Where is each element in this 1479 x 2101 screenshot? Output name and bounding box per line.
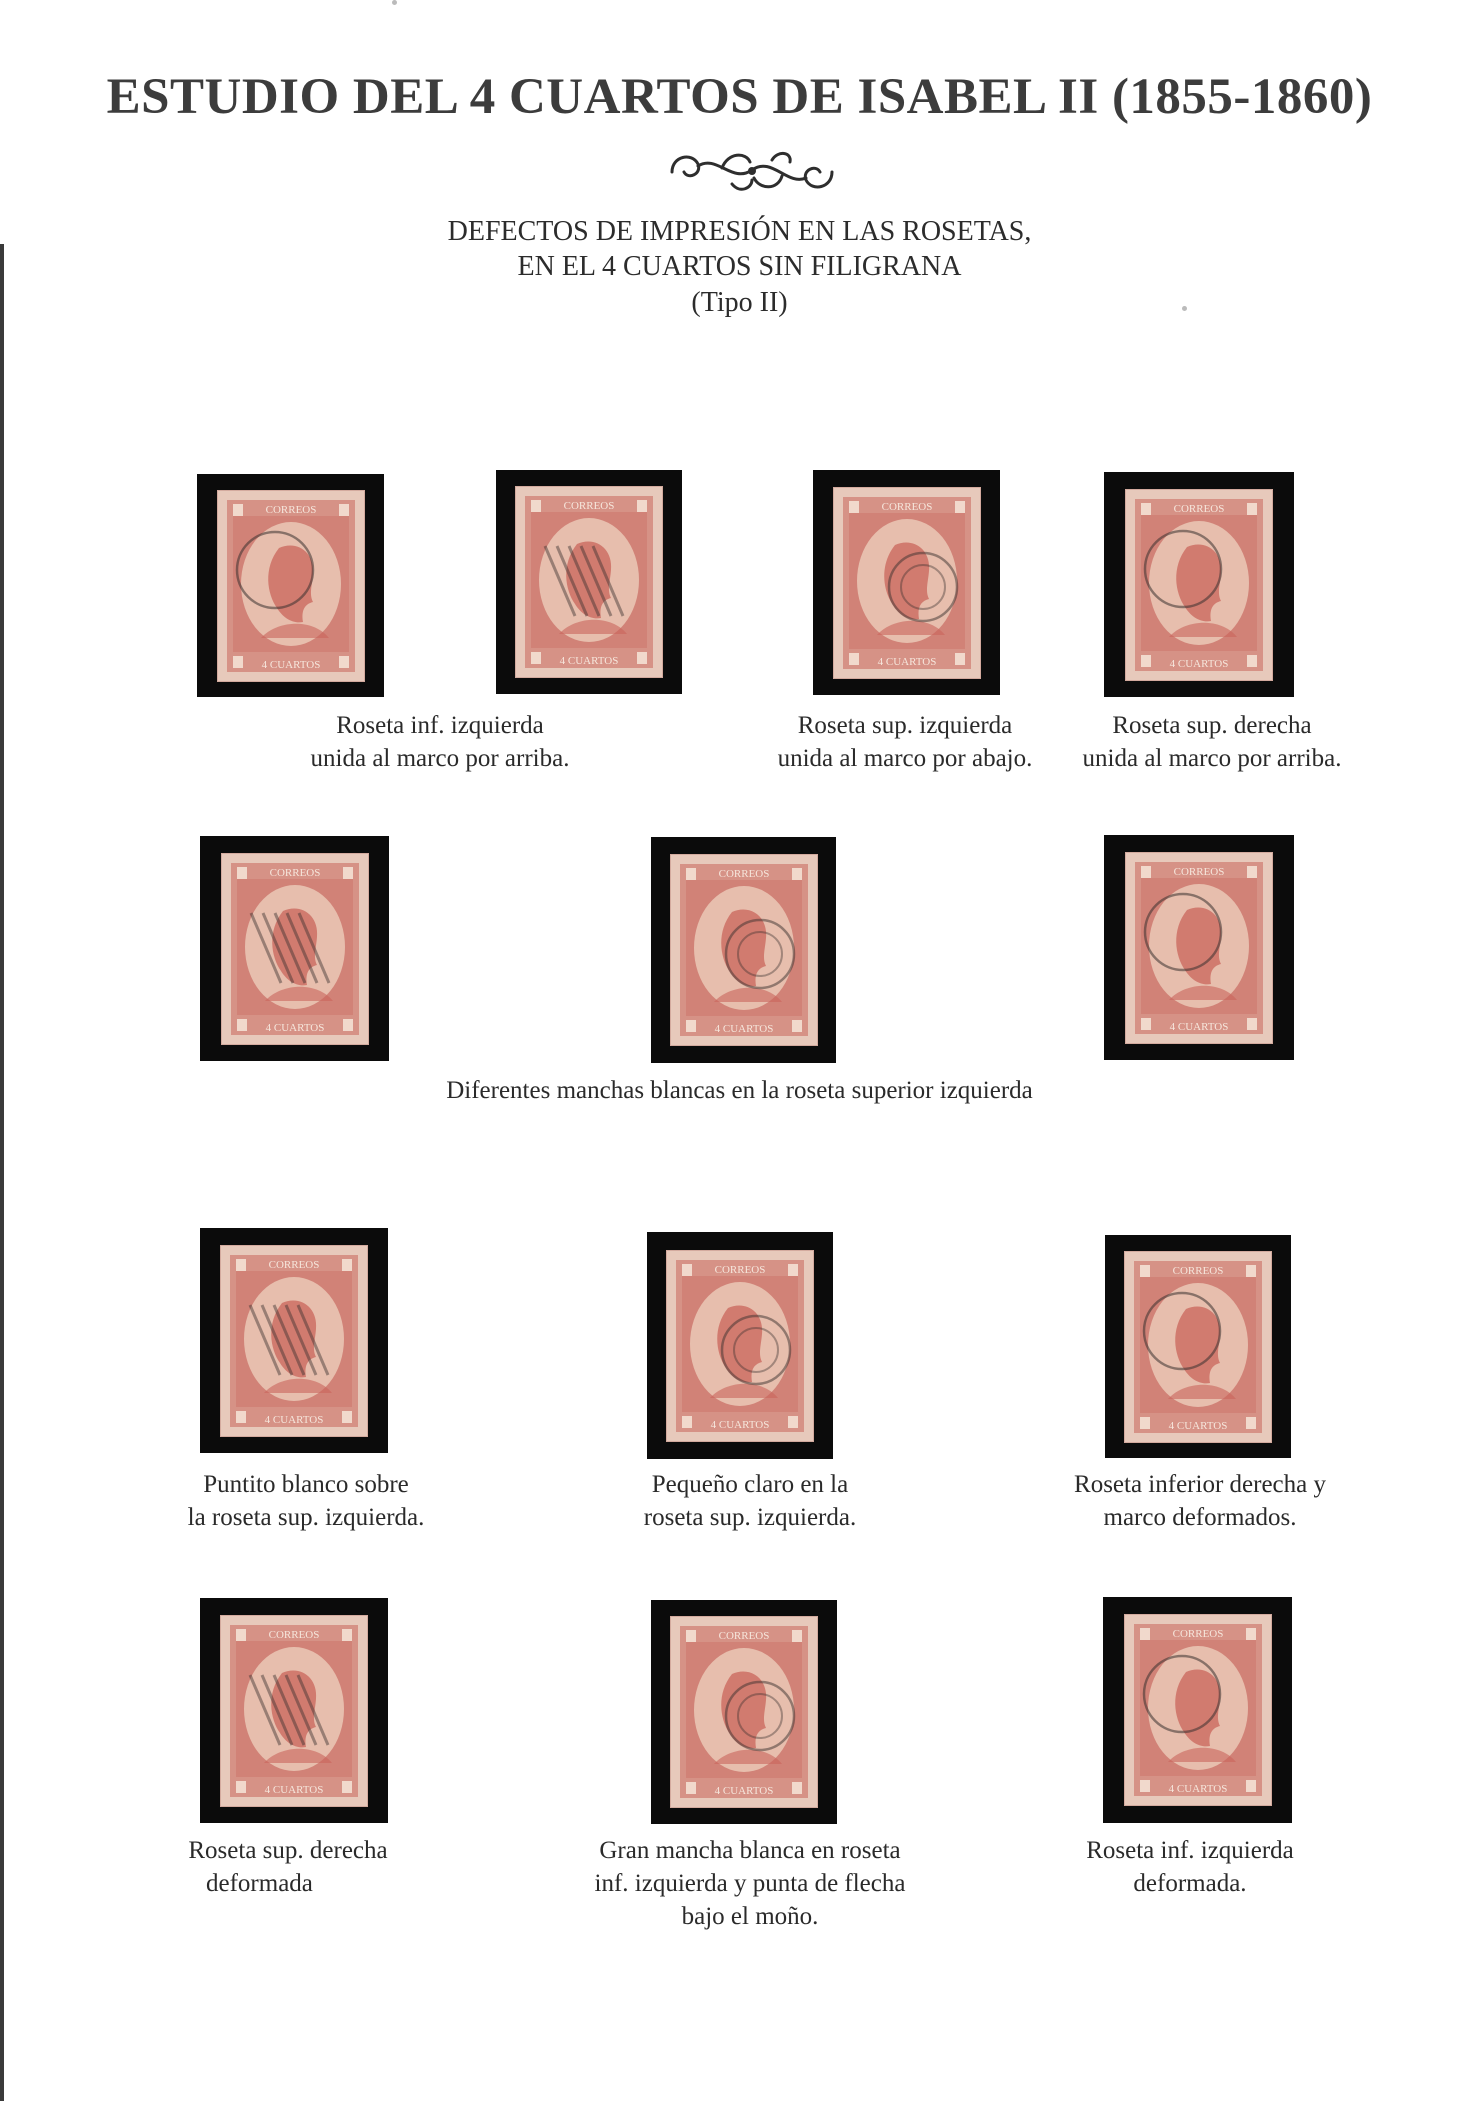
stamp-bottom-text: 4 CUARTOS bbox=[559, 655, 619, 667]
stamp-bottom-text: 4 CUARTOS bbox=[1168, 1783, 1227, 1795]
stamp-mount bbox=[496, 470, 682, 694]
stamp-top-text: CORREOS bbox=[718, 1630, 770, 1642]
stamp-top-text: CORREOS bbox=[1173, 865, 1225, 878]
stamp-mount bbox=[1104, 472, 1294, 697]
caption-row4-1: Roseta sup. derecha deformada bbox=[188, 1837, 388, 1897]
subtitle-line: DEFECTOS DE IMPRESIÓN EN LAS ROSETAS, bbox=[447, 216, 1032, 247]
roseta bbox=[686, 1782, 696, 1794]
stamp bbox=[515, 486, 663, 678]
roseta bbox=[1140, 1628, 1150, 1640]
stamp bbox=[666, 1250, 814, 1442]
roseta bbox=[637, 652, 647, 664]
roseta bbox=[531, 652, 541, 664]
stamp bbox=[1124, 1251, 1272, 1443]
roseta bbox=[233, 656, 243, 668]
roseta bbox=[1141, 655, 1151, 667]
stamp-mount bbox=[1103, 1597, 1292, 1823]
stamp-top-text: CORREOS bbox=[714, 1263, 766, 1276]
stamp bbox=[217, 490, 365, 682]
roseta bbox=[792, 1630, 802, 1642]
stamp-design bbox=[670, 1616, 818, 1808]
stamp-top-text: CORREOS bbox=[718, 868, 769, 880]
caption-row3-1: Puntito blanco sobre la roseta sup. izquierda. bbox=[187, 1471, 425, 1531]
subtitle-line: EN EL 4 CUARTOS SIN FILIGRANA bbox=[517, 251, 962, 282]
stamp-design bbox=[217, 490, 365, 682]
stamp-design bbox=[220, 1245, 368, 1437]
stamp bbox=[1125, 852, 1273, 1044]
stamp-top-text: CORREOS bbox=[563, 500, 615, 512]
stamp-design bbox=[221, 853, 369, 1045]
stamp-mount bbox=[651, 837, 836, 1063]
roseta bbox=[236, 1411, 246, 1423]
roseta bbox=[792, 1782, 802, 1794]
stamp-mount bbox=[651, 1600, 837, 1824]
roseta bbox=[1247, 655, 1257, 667]
stamp-top-text: CORREOS bbox=[881, 500, 932, 513]
scan-edge bbox=[0, 244, 4, 2101]
stamp-top-text: CORREOS bbox=[1172, 1264, 1224, 1277]
roseta bbox=[686, 1020, 696, 1032]
roseta bbox=[236, 1259, 246, 1271]
roseta bbox=[955, 653, 965, 665]
stamp bbox=[670, 854, 818, 1046]
stamp bbox=[1125, 489, 1273, 681]
roseta bbox=[342, 1411, 352, 1423]
stamp-bottom-text: 4 CUARTOS bbox=[1169, 657, 1229, 670]
roseta bbox=[1140, 1417, 1150, 1429]
roseta bbox=[342, 1781, 352, 1793]
stamp-design bbox=[1125, 489, 1273, 681]
roseta bbox=[1246, 1780, 1256, 1792]
caption-row3-2: Pequeño claro en la roseta sup. izquierda. bbox=[643, 1471, 857, 1531]
stamp-mount bbox=[813, 470, 1000, 695]
roseta bbox=[1247, 503, 1257, 515]
roseta bbox=[792, 1020, 802, 1032]
stamp-mount bbox=[200, 836, 389, 1061]
roseta bbox=[1141, 503, 1151, 515]
caption-row1-1: Roseta inf. izquierda unida al marco por arriba. bbox=[310, 712, 570, 772]
roseta bbox=[1140, 1265, 1150, 1277]
stamp-mount bbox=[647, 1232, 833, 1459]
roseta bbox=[237, 1019, 247, 1031]
roseta bbox=[343, 867, 353, 879]
ornament-flourish bbox=[662, 144, 842, 200]
stamp-mount bbox=[200, 1598, 388, 1823]
caption-row3-3: Roseta inferior derecha y marco deformados. bbox=[1074, 1471, 1326, 1531]
stamp-bottom-text: 4 CUARTOS bbox=[1169, 1020, 1229, 1033]
stamp-bottom-text: 4 CUARTOS bbox=[264, 1783, 324, 1796]
scan-speck bbox=[392, 0, 397, 5]
stamp-design bbox=[670, 854, 818, 1046]
caption-row1-2: Roseta sup. izquierda unida al marco por abajo. bbox=[777, 712, 1033, 772]
stamp-design bbox=[1125, 852, 1273, 1044]
page-title: ESTUDIO DEL 4 CUARTOS DE ISABEL II (1855-1860) bbox=[106, 69, 1373, 125]
stamp-bottom-text: 4 CUARTOS bbox=[1168, 1419, 1228, 1432]
stamp-top-text: CORREOS bbox=[265, 503, 316, 516]
stamp-top-text: CORREOS bbox=[1173, 502, 1225, 515]
roseta bbox=[531, 500, 541, 512]
stamp bbox=[670, 1616, 818, 1808]
stamp bbox=[1124, 1614, 1272, 1806]
roseta bbox=[1141, 1018, 1151, 1030]
stamp-mount bbox=[197, 474, 384, 697]
roseta bbox=[686, 1630, 696, 1642]
stamp-design bbox=[1124, 1614, 1272, 1806]
roseta bbox=[1246, 1265, 1256, 1277]
roseta bbox=[788, 1416, 798, 1428]
roseta bbox=[237, 867, 247, 879]
caption-row4-3: Roseta inf. izquierda deformada. bbox=[1086, 1837, 1294, 1897]
roseta bbox=[342, 1259, 352, 1271]
roseta bbox=[637, 500, 647, 512]
stamp-mount bbox=[1104, 835, 1294, 1060]
roseta bbox=[236, 1781, 246, 1793]
stamp-design bbox=[666, 1250, 814, 1442]
roseta bbox=[236, 1629, 246, 1641]
roseta bbox=[686, 868, 696, 880]
stamp-mount bbox=[200, 1228, 388, 1453]
stamp-bottom-text: 4 CUARTOS bbox=[261, 658, 320, 671]
subtitle-line: (Tipo II) bbox=[691, 287, 788, 318]
roseta bbox=[1140, 1780, 1150, 1792]
roseta bbox=[849, 501, 859, 513]
stamp-bottom-text: 4 CUARTOS bbox=[265, 1021, 324, 1034]
stamp-bottom-text: 4 CUARTOS bbox=[264, 1413, 324, 1426]
roseta bbox=[788, 1264, 798, 1276]
stamp-bottom-text: 4 CUARTOS bbox=[877, 655, 936, 668]
stamp-design bbox=[220, 1615, 368, 1807]
caption-row4-2: Gran mancha blanca en roseta inf. izquierda y punta de flecha bajo el moño. bbox=[594, 1837, 906, 1930]
caption-row2: Diferentes manchas blancas en la roseta superior izquierda bbox=[446, 1077, 1033, 1104]
roseta bbox=[339, 656, 349, 668]
stamp-bottom-text: 4 CUARTOS bbox=[714, 1785, 774, 1797]
stamp-top-text: CORREOS bbox=[268, 1628, 320, 1641]
roseta bbox=[1246, 1628, 1256, 1640]
stamp-top-text: CORREOS bbox=[269, 866, 320, 879]
stamp-design bbox=[1124, 1251, 1272, 1443]
stamp-top-text: CORREOS bbox=[1172, 1628, 1223, 1640]
roseta bbox=[339, 504, 349, 516]
caption-row1-3: Roseta sup. derecha unida al marco por arriba. bbox=[1082, 712, 1342, 772]
roseta bbox=[682, 1416, 692, 1428]
stamp-design bbox=[515, 486, 663, 678]
stamp bbox=[220, 1615, 368, 1807]
roseta bbox=[343, 1019, 353, 1031]
roseta bbox=[342, 1629, 352, 1641]
roseta bbox=[233, 504, 243, 516]
stamp bbox=[221, 853, 369, 1045]
roseta bbox=[792, 868, 802, 880]
stamp bbox=[833, 487, 981, 679]
roseta bbox=[1141, 866, 1151, 878]
roseta bbox=[849, 653, 859, 665]
roseta bbox=[955, 501, 965, 513]
stamp-top-text: CORREOS bbox=[268, 1258, 320, 1271]
roseta bbox=[1247, 866, 1257, 878]
stamp-bottom-text: 4 CUARTOS bbox=[710, 1418, 770, 1431]
stamp-mount bbox=[1105, 1235, 1291, 1458]
roseta bbox=[1247, 1018, 1257, 1030]
stamp-bottom-text: 4 CUARTOS bbox=[714, 1023, 773, 1035]
roseta bbox=[1246, 1417, 1256, 1429]
stamp bbox=[220, 1245, 368, 1437]
stamp-design bbox=[833, 487, 981, 679]
roseta bbox=[682, 1264, 692, 1276]
